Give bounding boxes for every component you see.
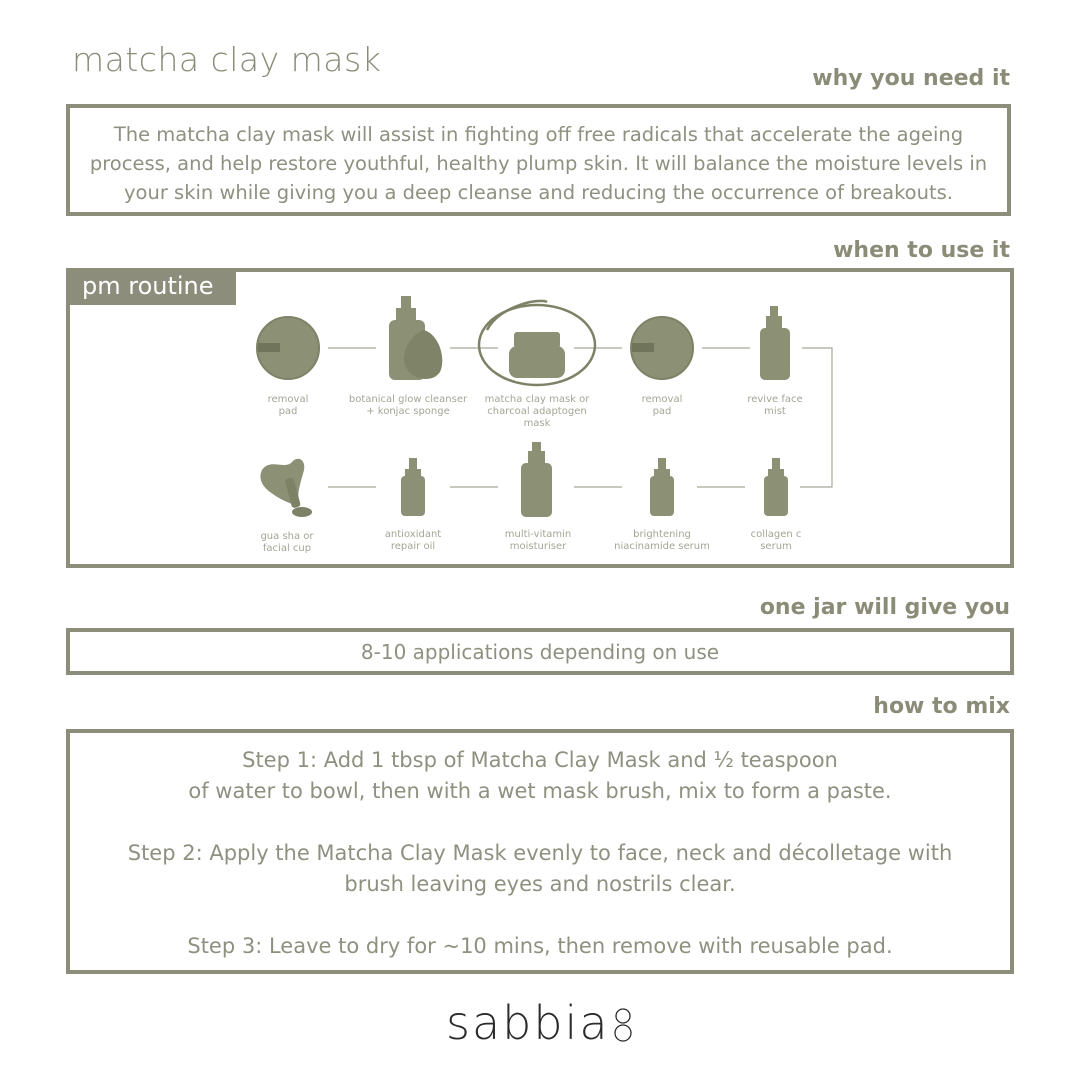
pump-bottle-icon xyxy=(521,442,552,517)
page-title: matcha clay mask xyxy=(72,40,382,79)
mix-heading: how to mix xyxy=(873,694,1010,719)
logo-mark-icon xyxy=(612,1007,634,1043)
routine-step-label: multi-vitamin moisturiser xyxy=(504,529,572,552)
cleanser-bottle-icon xyxy=(389,296,442,380)
pad-icon xyxy=(631,317,693,379)
gua-sha-icon xyxy=(260,459,312,517)
routine-step-label: matcha clay mask or charcoal adaptogen mask xyxy=(484,394,590,429)
brand-logo: sabbia xyxy=(446,996,610,1050)
mix-step: Step 2: Apply the Matcha Clay Mask evenly to face, neck and décolletage with brush leaving eyes and nostrils clear. xyxy=(127,841,953,896)
mask-jar-icon xyxy=(479,301,595,385)
why-heading: why you need it xyxy=(812,66,1010,91)
jar-applications: 8-10 applications depending on use xyxy=(66,628,1014,675)
routine-step-label: gua sha or facial cup xyxy=(260,531,314,554)
jar-heading: one jar will give you xyxy=(759,595,1010,620)
routine-step-label: removal pad xyxy=(267,394,309,417)
routine-step-label: removal pad xyxy=(641,394,683,417)
dropper-bottle-icon xyxy=(764,458,788,516)
routine-step-label: brightening niacinamide serum xyxy=(614,529,710,552)
routine-step-label: revive face mist xyxy=(747,394,803,417)
mix-instructions xyxy=(66,729,1014,974)
routine-step-label: botanical glow cleanser + konjac sponge xyxy=(348,394,468,417)
dropper-bottle-icon xyxy=(401,458,425,516)
mist-bottle-icon xyxy=(760,306,790,380)
routine-step-label: collagen c serum xyxy=(750,529,802,552)
dropper-bottle-icon xyxy=(650,458,674,516)
routine-tag: pm routine xyxy=(70,271,236,305)
mix-step: Step 1: Add 1 tbsp of Matcha Clay Mask and ½ teaspoon of water to bowl, then with a wet mask brush, mix to form a paste. xyxy=(188,748,892,803)
pad-icon xyxy=(257,317,319,379)
routine-step-label: antioxidant repair oil xyxy=(384,529,442,552)
why-description: The matcha clay mask will assist in fighting off free radicals that accelerate the ageing process, and help restore youthful, healthy plump skin. It will balance the moisture levels in your skin while giving you a deep cleanse and reducing the occurrence of breakouts. xyxy=(66,104,1011,216)
when-heading: when to use it xyxy=(833,238,1010,263)
mix-step: Step 3: Leave to dry for ~10 mins, then remove with reusable pad. xyxy=(187,934,893,958)
